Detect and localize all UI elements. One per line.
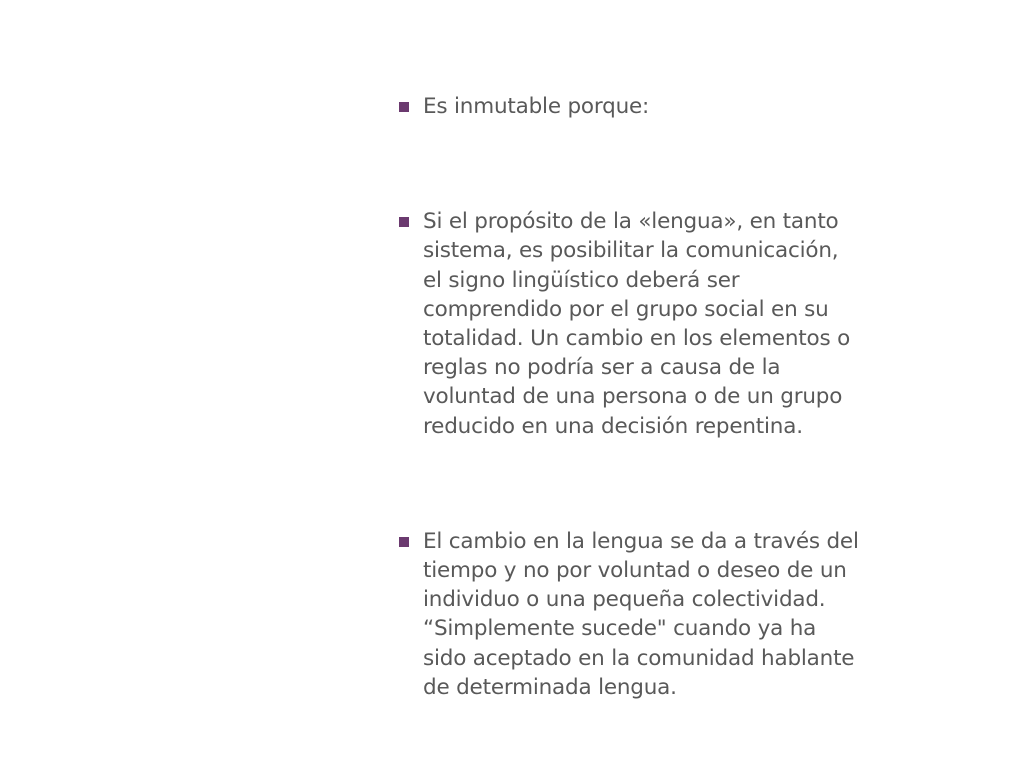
square-bullet-icon: [399, 537, 409, 547]
bullet-item: [399, 92, 859, 121]
square-bullet-icon: [399, 217, 409, 227]
bullet-text: Es inmutable porque:: [423, 94, 650, 119]
bullet-item: [399, 527, 859, 702]
bullet-text: El cambio en la lengua se da a través del tiempo y no por voluntad o deseo de un individuo o una pequeña colectividad. “Simplemente sucede" cuando ya ha sido aceptado en la comunidad hablante de determinada lengua.: [423, 528, 859, 700]
bullet-item: [399, 207, 859, 441]
bullet-text: Si el propósito de la «lengua», en tanto sistema, es posibilitar la comunicación, el signo lingüístico deberá ser comprendido por el grupo social en su totalidad. Un cambio en los elementos o reglas no podría ser a causa de la voluntad de una persona o de un grupo reducido en una decisión repentina.: [423, 209, 851, 439]
bullet-list: [399, 92, 859, 702]
square-bullet-icon: [399, 102, 409, 112]
